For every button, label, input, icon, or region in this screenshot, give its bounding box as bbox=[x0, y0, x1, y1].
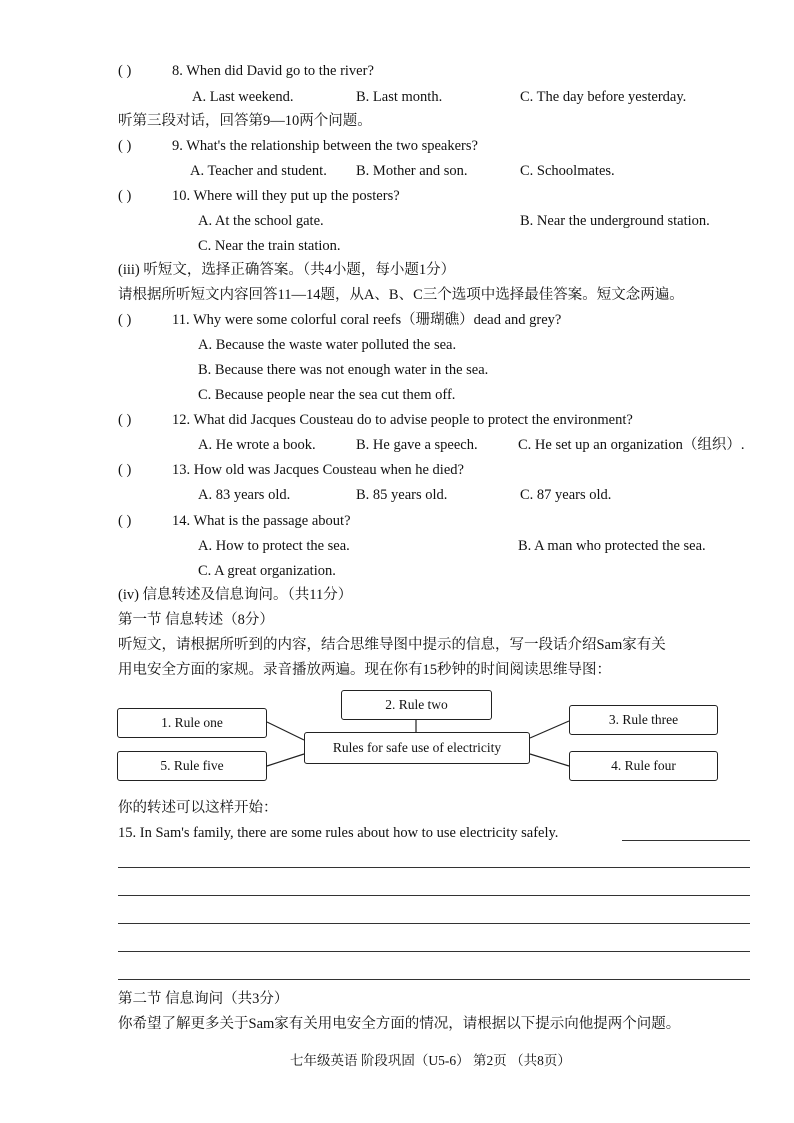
q15-inline-blank[interactable] bbox=[622, 840, 750, 841]
answer-line[interactable] bbox=[118, 923, 750, 924]
part1-title: 第一节 信息转述（8分） bbox=[118, 612, 274, 628]
part2-instruction: 你希望了解更多关于Sam家有关用电安全方面的情况，请根据以下提示向他提两个问题。 bbox=[118, 1016, 681, 1032]
q9-option-b: B. Mother and son. bbox=[356, 163, 468, 179]
q15-prompt: 15. In Sam's family, there are some rules about how to use electricity safely. bbox=[118, 825, 559, 841]
part1-instruction-line1: 听短文，请根据所听到的内容，结合思维导图中提示的信息，写一段话介绍Sam家有关 bbox=[118, 637, 666, 653]
answer-line[interactable] bbox=[118, 895, 750, 896]
mindmap-rule-five: 5. Rule five bbox=[117, 751, 267, 781]
answer-paren[interactable]: ( ) bbox=[118, 188, 132, 204]
q9-option-c: C. Schoolmates. bbox=[520, 163, 615, 179]
q8-option-a: A. Last weekend. bbox=[192, 89, 294, 105]
q13-option-a: A. 83 years old. bbox=[198, 487, 291, 503]
mindmap-center: Rules for safe use of electricity bbox=[304, 732, 530, 764]
answer-line[interactable] bbox=[118, 951, 750, 952]
q14-option-a: A. How to protect the sea. bbox=[198, 538, 350, 554]
answer-paren[interactable]: ( ) bbox=[118, 462, 132, 478]
part3-instruction: 听第三段对话，回答第9—10两个问题。 bbox=[118, 113, 372, 129]
q10-option-c: C. Near the train station. bbox=[198, 238, 341, 254]
answer-line[interactable] bbox=[118, 979, 750, 980]
page-footer: 七年级英语 阶段巩固（U5-6） 第2页 （共8页） bbox=[290, 1053, 571, 1068]
q9-option-a: A. Teacher and student. bbox=[190, 163, 327, 179]
question-text: 14. What is the passage about? bbox=[172, 513, 351, 529]
q13-option-b: B. 85 years old. bbox=[356, 487, 448, 503]
mindmap-rule-one: 1. Rule one bbox=[117, 708, 267, 738]
q14-option-c: C. A great organization. bbox=[198, 563, 336, 579]
answer-paren[interactable]: ( ) bbox=[118, 513, 132, 529]
question-text: 12. What did Jacques Cousteau do to advise people to protect the environment? bbox=[172, 412, 633, 428]
question-text: 8. When did David go to the river? bbox=[172, 63, 374, 79]
mindmap-rule-three: 3. Rule three bbox=[569, 705, 718, 735]
section3-instruction: 请根据所听短文内容回答11—14题，从A、B、C三个选项中选择最佳答案。短文念两遍。 bbox=[118, 287, 684, 303]
q13-option-c: C. 87 years old. bbox=[520, 487, 612, 503]
answer-paren[interactable]: ( ) bbox=[118, 63, 132, 79]
q10-option-b: B. Near the underground station. bbox=[520, 213, 710, 229]
answer-paren[interactable]: ( ) bbox=[118, 138, 132, 154]
question-text: 11. Why were some colorful coral reefs（珊瑚礁）dead and grey? bbox=[172, 312, 562, 328]
part2-title: 第二节 信息询问（共3分） bbox=[118, 991, 289, 1007]
q11-option-c: C. Because people near the sea cut them off. bbox=[198, 387, 456, 403]
answer-line[interactable] bbox=[118, 867, 750, 868]
q11-option-a: A. Because the waste water polluted the sea. bbox=[198, 337, 457, 353]
q8-option-b: B. Last month. bbox=[356, 89, 443, 105]
answer-paren[interactable]: ( ) bbox=[118, 412, 132, 428]
question-text: 13. How old was Jacques Cousteau when he died? bbox=[172, 462, 464, 478]
q8-option-c: C. The day before yesterday. bbox=[520, 89, 687, 105]
question-text: 9. What's the relationship between the two speakers? bbox=[172, 138, 478, 154]
q14-option-b: B. A man who protected the sea. bbox=[518, 538, 706, 554]
q12-option-b: B. He gave a speech. bbox=[356, 437, 478, 453]
section4-title: (iv) 信息转述及信息询问。（共11分） bbox=[118, 587, 353, 603]
section3-title: (iii) 听短文，选择正确答案。（共4小题，每小题1分） bbox=[118, 262, 456, 278]
mindmap-rule-two: 2. Rule two bbox=[341, 690, 492, 720]
mindmap-rule-four: 4. Rule four bbox=[569, 751, 718, 781]
q12-option-c: C. He set up an organization（组织）. bbox=[518, 437, 745, 453]
q11-option-b: B. Because there was not enough water in the sea. bbox=[198, 362, 489, 378]
q12-option-a: A. He wrote a book. bbox=[198, 437, 316, 453]
start-hint: 你的转述可以这样开始： bbox=[118, 800, 278, 816]
question-text: 10. Where will they put up the posters? bbox=[172, 188, 400, 204]
answer-paren[interactable]: ( ) bbox=[118, 312, 132, 328]
q10-option-a: A. At the school gate. bbox=[198, 213, 324, 229]
part1-instruction-line2: 用电安全方面的家规。录音播放两遍。现在你有15秒钟的时间阅读思维导图： bbox=[118, 662, 611, 678]
